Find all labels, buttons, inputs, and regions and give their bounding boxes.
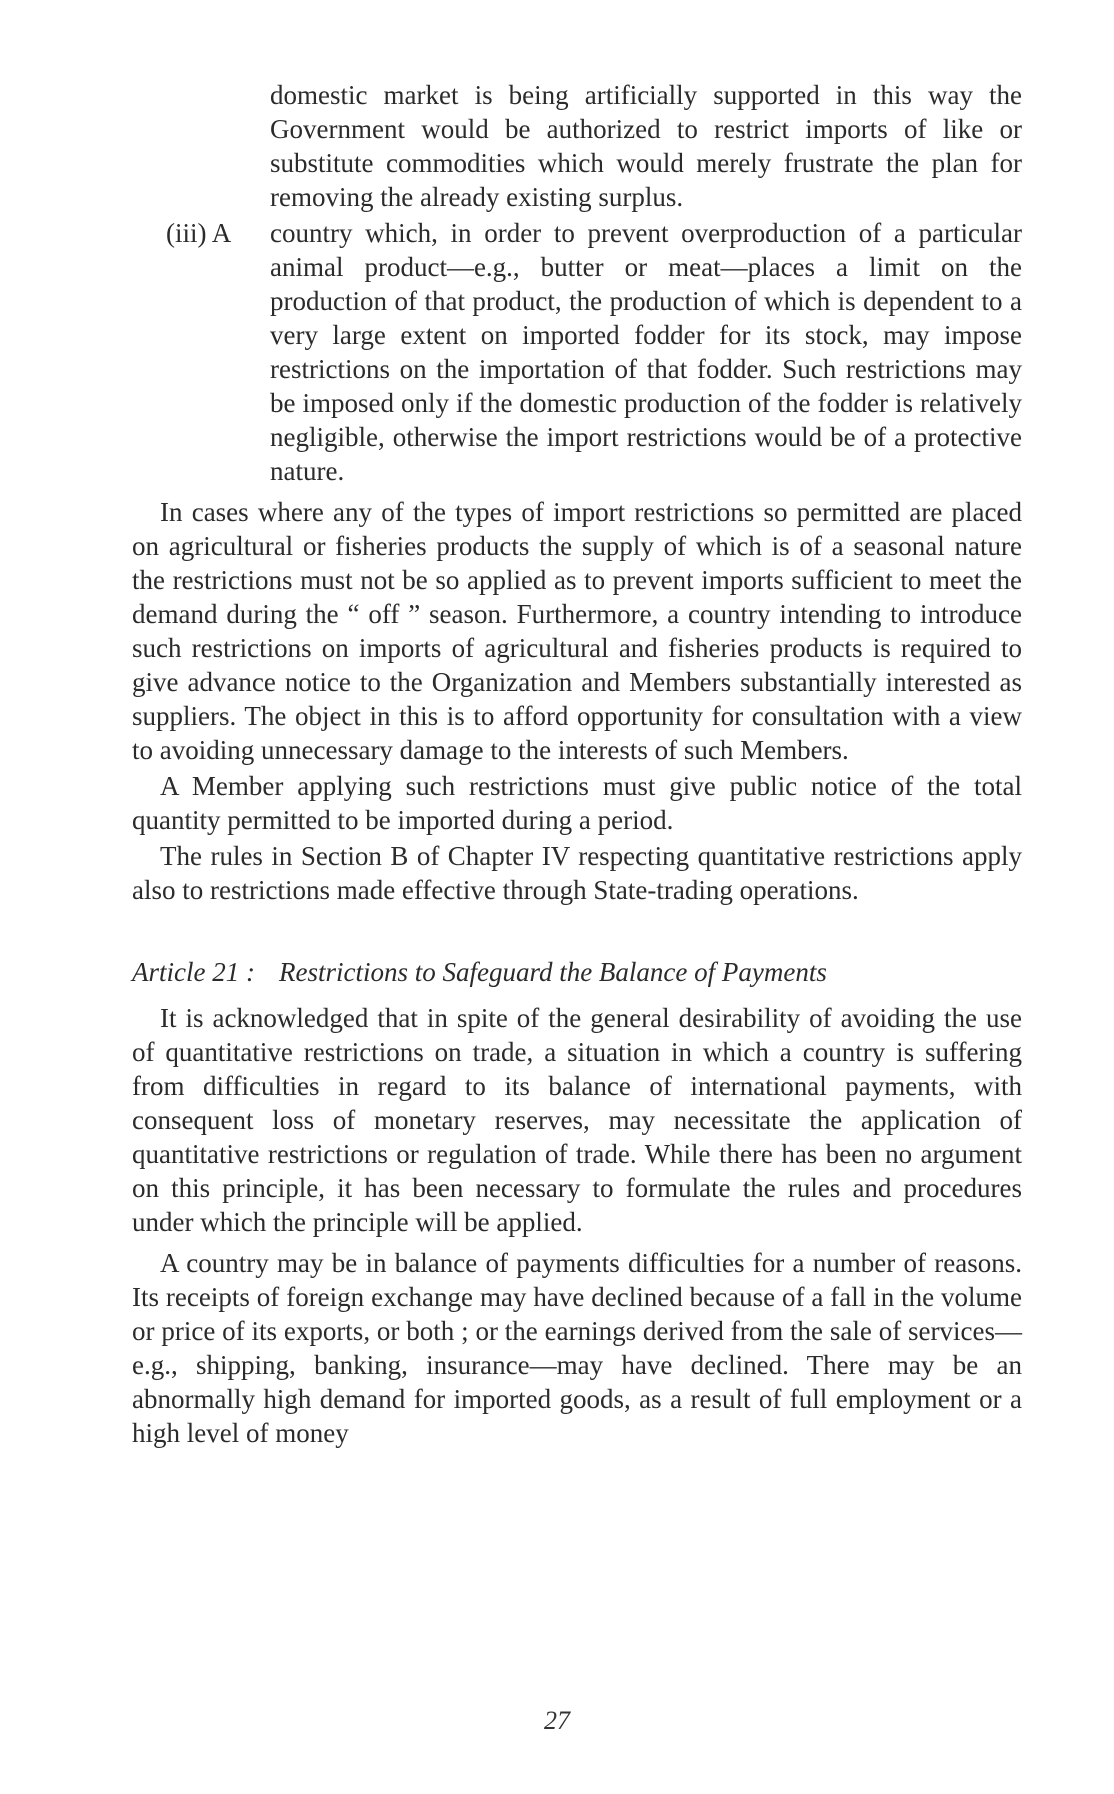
page-number: 27 [544,1706,570,1735]
paragraph-seasonal: In cases where any of the types of import restrictions so permitted are placed on agricultural or fisheries products the supply of which is of a seasonal nature the restrictions must not be so applied as to prevent imports sufficient to meet the demand during the “ off ” season. Furthermore, a country intending to introduce such restrictions on imports of agricultural and fisheries products is required to give advance notice to the Organization and Members substantially interested as suppliers. The object in this is to afford opportunity for consultation with a view to avoiding unnecessary damage to the interests of such Members. [132,497,1022,765]
paragraph-state-trading: The rules in Section B of Chapter IV respecting quantitative restrictions apply also to restrictions made effective through State-trading operations. [132,841,1022,905]
continuation-paragraph: domestic market is being artificially supported in this way the Government would be authorized to restrict imports of like or substitute commodities which would merely frustrate the plan for removing the already existing surplus. [270,80,1022,212]
article-heading [132,955,1022,989]
article-title: Restrictions to Safeguard the Balance of Payments [278,957,827,987]
list-item-label: (iii) A [166,218,232,248]
list-item-iii [166,216,1022,488]
list-item-text: country which, in order to prevent overproduction of a particular animal product—e.g., butter or meat—places a limit on the production of that product, the production of which is dependent to a very large extent on imported fodder for its stock, may impose restrictions on the importation of that fodder. Such restrictions may be imposed only if the domestic production of the fodder is relatively negligible, otherwise the import restrictions would be of a protective nature. [270,218,1022,486]
page-body [132,78,1022,1450]
paragraph-public-notice: A Member applying such restrictions must give public notice of the total quantity permitted to be imported during a period. [132,771,1022,835]
article-label: Article 21 : [132,957,255,987]
paragraph-difficulties: A country may be in balance of payments difficulties for a number of reasons. Its receipts of foreign exchange may have declined because of a fall in the volume or price of its exports, or both ; or the earnings derived from the sale of services—e.g., shipping, banking, insurance—may have declined. There may be an abnormally high demand for imported goods, as a result of full employment or a high level of money [132,1248,1022,1448]
paragraph-acknowledged: It is acknowledged that in spite of the general desirability of avoiding the use of quantitative restrictions on trade, a situation in which a country is suffering from difficulties in regard to its balance of international payments, with consequent loss of monetary reserves, may necessitate the application of quantitative restrictions or regulation of trade. While there has been no argument on this principle, it has been necessary to formulate the rules and procedures under which the principle will be applied. [132,1003,1022,1237]
